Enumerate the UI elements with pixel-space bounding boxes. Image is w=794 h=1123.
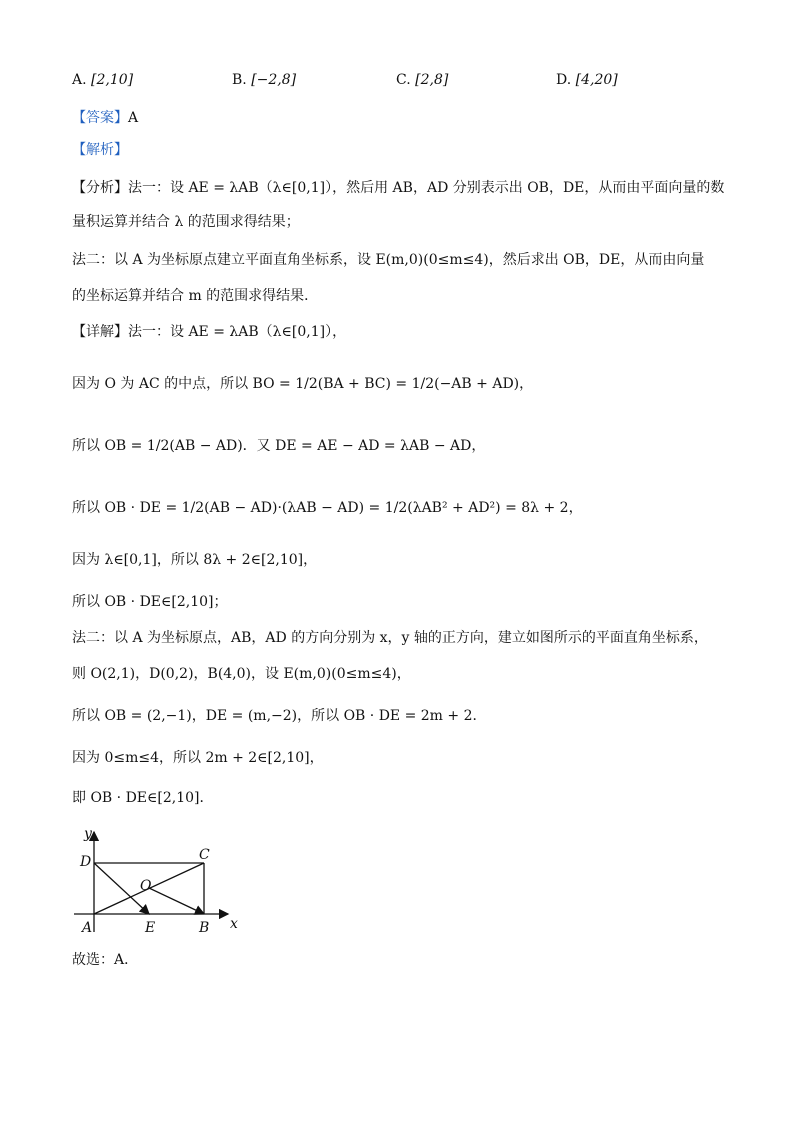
detail-line-9: 所以 OB = (2,−1)，DE = (m,−2)，所以 OB · DE = 2m + 2． — [72, 708, 487, 724]
answer-line — [72, 108, 138, 128]
label-e: E — [145, 920, 156, 936]
coordinate-figure — [72, 824, 242, 940]
label-a: A — [82, 920, 93, 936]
conclusion-line: 故选：A． — [72, 952, 139, 968]
analysis-line-1: 【分析】法一：设 AE = λAB（λ∈[0,1]），然后用 AB，AD 分别表示出 OB，DE，从而由平面向量的数 — [72, 180, 725, 196]
analysis-line-2: 量积运算并结合 λ 的范围求得结果； — [72, 214, 300, 230]
option-b-value: [−2,8] — [251, 72, 297, 88]
detail-line-4: 所以 OB · DE = 1/2(AB − AD)·(λAB − AD) = 1/2(λAB² + AD²) = 8λ + 2， — [72, 500, 583, 516]
detail-line-10: 因为 0≤m≤4，所以 2m + 2∈[2,10]， — [72, 750, 324, 766]
option-a-letter: A. — [72, 72, 87, 88]
vector-ob — [149, 888, 204, 914]
label-c: C — [199, 847, 210, 863]
analysis-line-4: 的坐标运算并结合 m 的范围求得结果． — [72, 288, 319, 304]
label-b: B — [199, 920, 210, 936]
detail-line-8: 则 O(2,1)，D(0,2)，B(4,0)，设 E(m,0)(0≤m≤4)， — [72, 666, 411, 682]
option-a — [72, 70, 133, 90]
option-a-value: [2,10] — [91, 72, 134, 88]
detail-line-5: 因为 λ∈[0,1]，所以 8λ + 2∈[2,10]， — [72, 552, 318, 568]
detail-line-6: 所以 OB · DE∈[2,10]； — [72, 594, 228, 610]
option-c — [396, 70, 448, 90]
detail-line-7: 法二：以 A 为坐标原点，AB，AD 的方向分别为 x，y 轴的正方向，建立如图所示的平面直角坐标系， — [72, 630, 708, 646]
option-d-letter: D. — [556, 72, 572, 88]
detail-line-2: 因为 O 为 AC 的中点，所以 BO = 1/2(BA + BC) = 1/2(−AB + AD)， — [72, 376, 534, 392]
figure-svg — [72, 824, 242, 940]
option-c-letter: C. — [396, 72, 411, 88]
label-o: O — [140, 878, 152, 894]
detail-line-3: 所以 OB = 1/2(AB − AD)．又 DE = AE − AD = λAB − AD， — [72, 438, 486, 454]
analysis-heading: 【解析】 — [72, 142, 128, 158]
analysis-line-3: 法二：以 A 为坐标原点建立平面直角坐标系，设 E(m,0)(0≤m≤4)，然后求出 OB，DE，从而由向量 — [72, 252, 705, 268]
option-b — [232, 70, 296, 90]
detail-line-11: 即 OB · DE∈[2,10]． — [72, 790, 214, 806]
label-x: x — [230, 916, 238, 932]
label-y: y — [84, 826, 92, 842]
label-d: D — [80, 854, 92, 870]
option-c-value: [2,8] — [415, 72, 449, 88]
option-b-letter: B. — [232, 72, 247, 88]
answer-label: 【答案】 — [72, 110, 128, 126]
option-d-value: [4,20] — [575, 72, 618, 88]
detail-line-1: 【详解】法一：设 AE = λAB（λ∈[0,1]）， — [72, 324, 347, 340]
answer-value: A — [128, 110, 139, 126]
option-d — [556, 70, 618, 90]
